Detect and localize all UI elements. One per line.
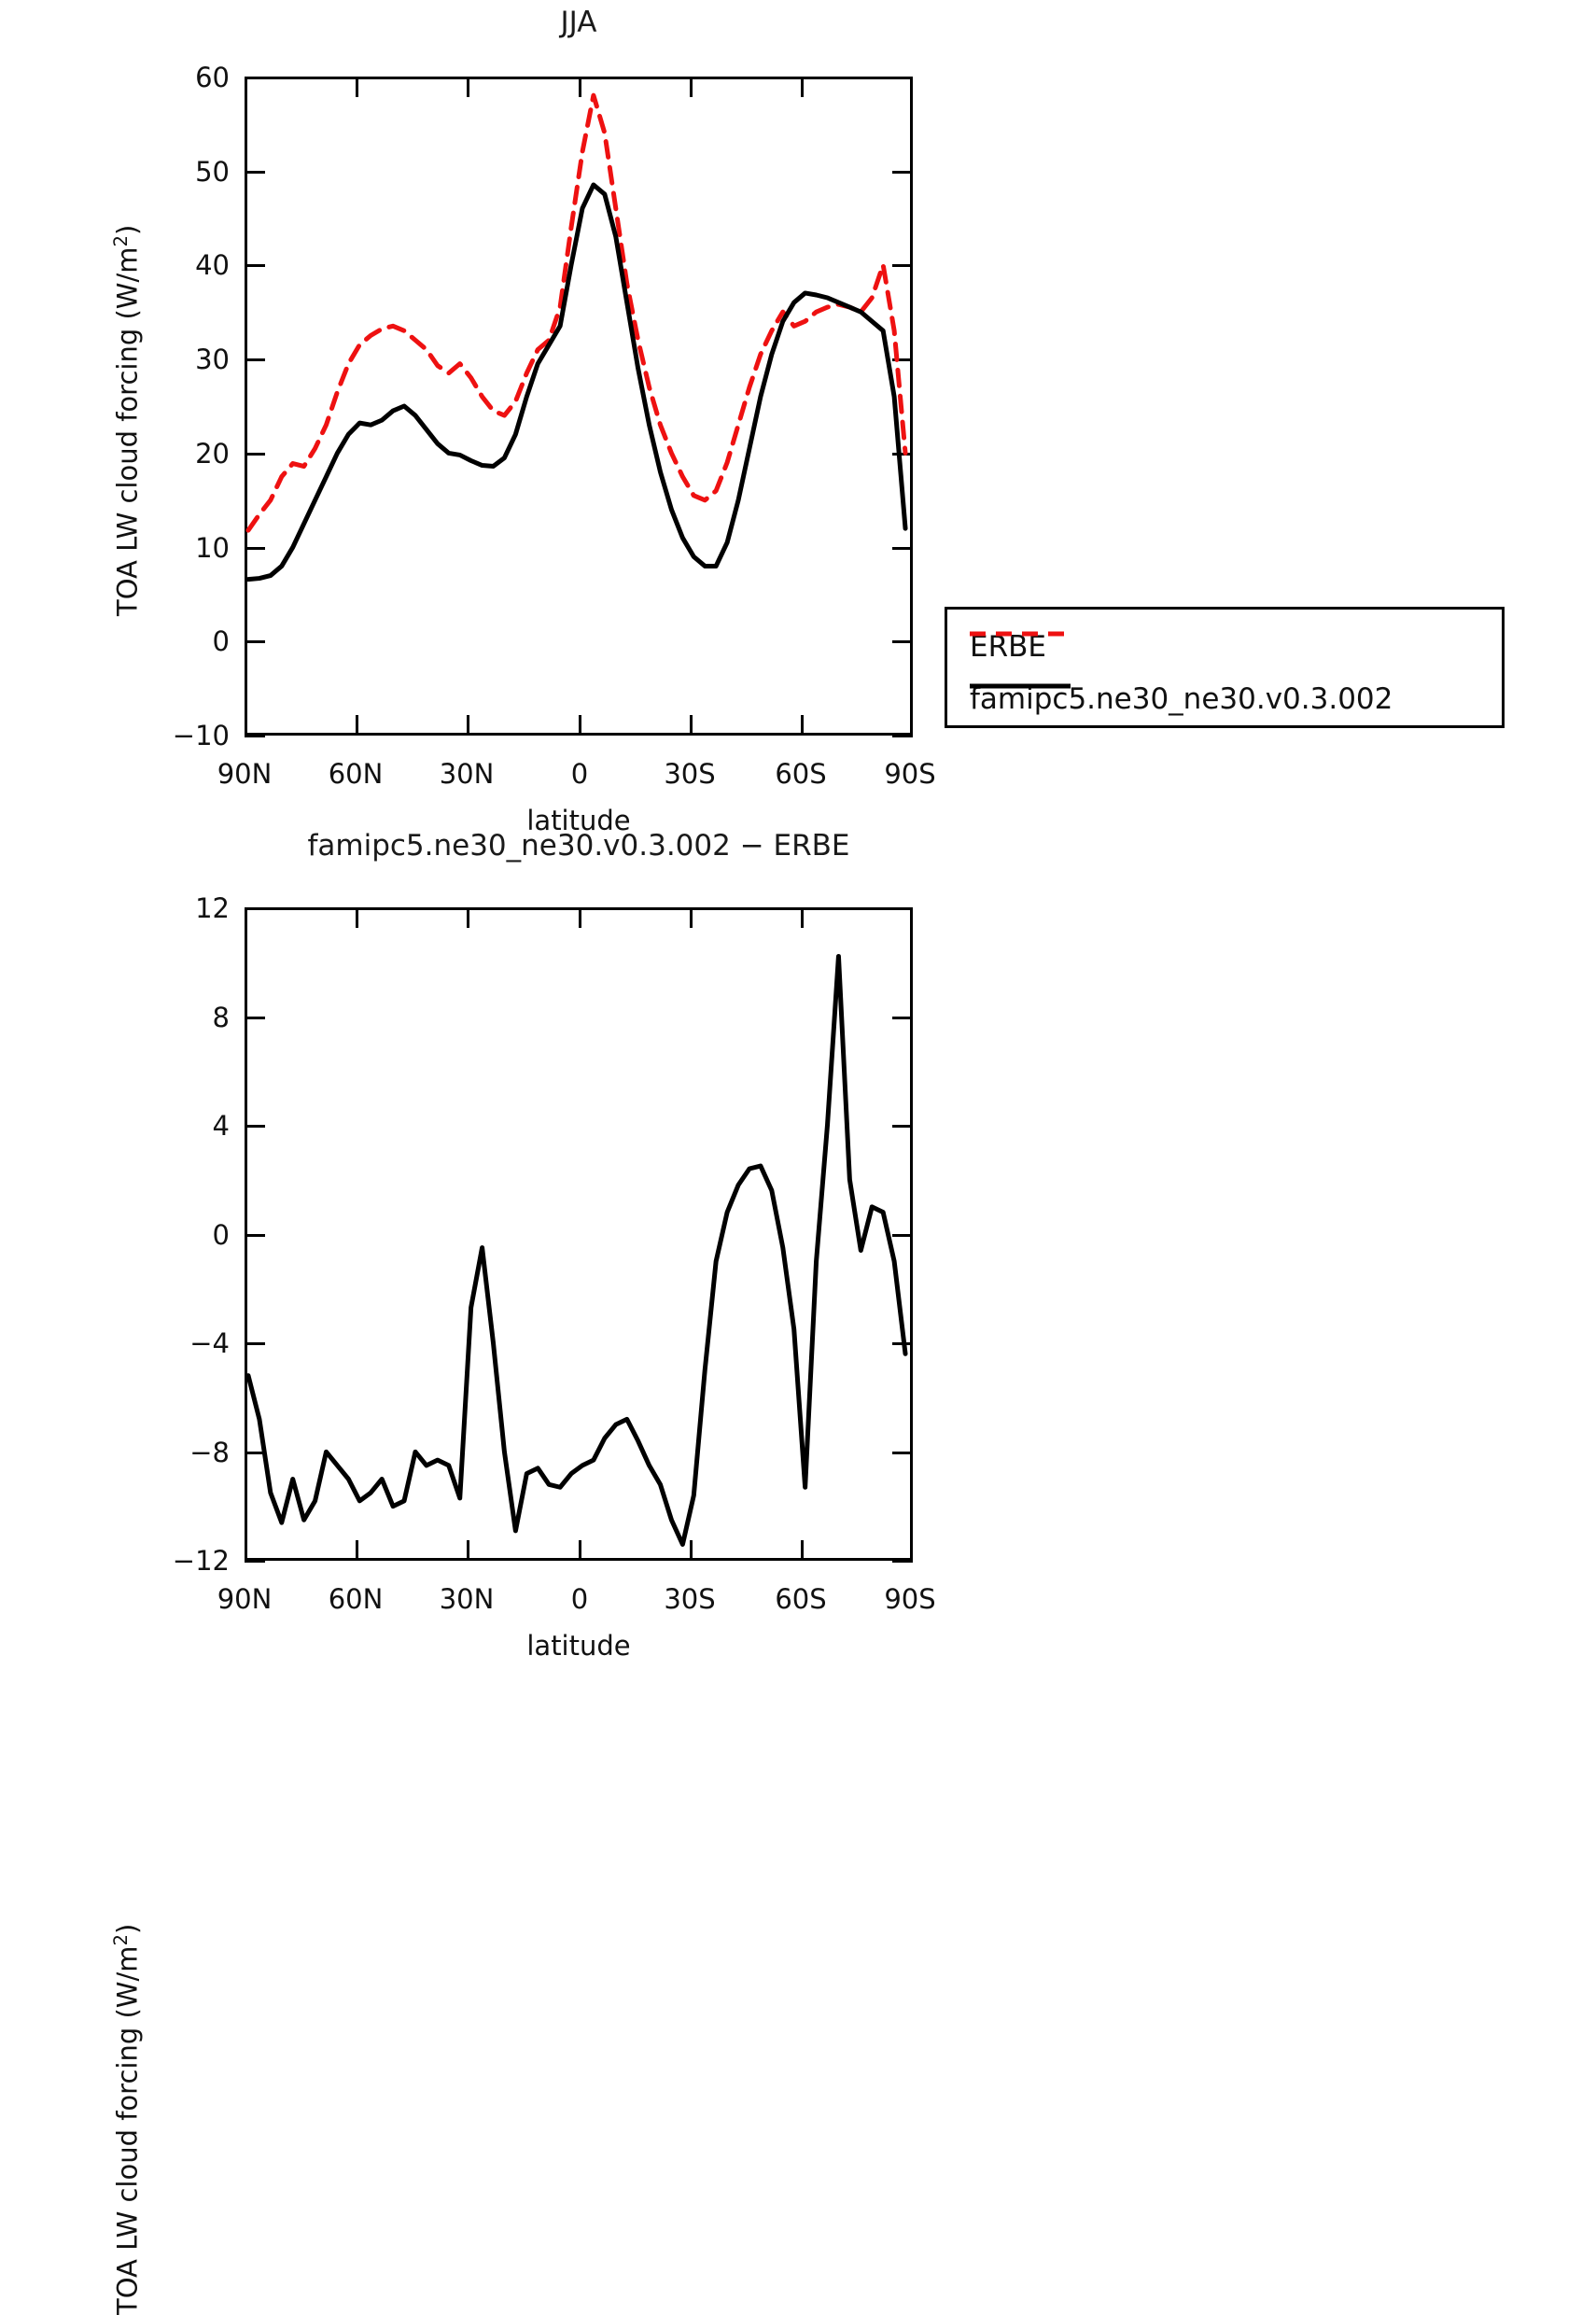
bottom-xtick-label-1: 60N xyxy=(328,1583,384,1615)
legend-label-erbe: ERBE xyxy=(970,630,1046,664)
top-xtick-label-2: 30N xyxy=(439,758,495,790)
top-ytick-label-0: 60 xyxy=(195,62,230,93)
bottom-panel-curves xyxy=(0,840,1596,1695)
bottom-ytick-label-0: 12 xyxy=(195,892,230,924)
top-ytick-label-3: 30 xyxy=(195,344,230,375)
legend-box xyxy=(945,607,1505,728)
top-xtick-label-5: 60S xyxy=(775,758,827,790)
legend-entry-model[interactable] xyxy=(970,682,1393,716)
bottom-panel-ylabel: TOA LW cloud forcing $(W/m^2)$ xyxy=(110,1923,144,2315)
top-panel-xlabel: latitude xyxy=(526,805,631,836)
top-xtick-label-4: 30S xyxy=(664,758,716,790)
top-panel-title: JJA xyxy=(560,6,597,39)
series-path-0 xyxy=(248,957,905,1545)
bottom-ytick-label-4: −4 xyxy=(189,1327,230,1359)
top-panel-ylabel: TOA LW cloud forcing $(W/m^2)$ xyxy=(110,224,144,616)
bottom-ytick-label-2: 4 xyxy=(212,1110,230,1142)
bottom-ytick-label-3: 0 xyxy=(212,1219,230,1251)
bottom-panel-title: famipc5.ne30_ne30.v0.3.002 − ERBE xyxy=(307,829,850,863)
bottom-xtick-label-2: 30N xyxy=(439,1583,495,1615)
bottom-xtick-label-6: 90S xyxy=(884,1583,936,1615)
top-ytick-label-2: 40 xyxy=(195,249,230,281)
bottom-panel-xlabel: latitude xyxy=(526,1630,631,1662)
top-ytick-label-1: 50 xyxy=(195,156,230,188)
bottom-xtick-label-3: 0 xyxy=(570,1583,589,1615)
bottom-xtick-label-4: 30S xyxy=(664,1583,716,1615)
top-ytick-label-6: 0 xyxy=(212,625,230,657)
top-xtick-label-0: 90N xyxy=(217,758,273,790)
legend-sample-erbe xyxy=(970,630,1071,638)
series-path-1 xyxy=(248,185,905,580)
legend-sample-model xyxy=(970,682,1071,690)
top-xtick-label-3: 0 xyxy=(570,758,589,790)
bottom-xtick-label-0: 90N xyxy=(217,1583,273,1615)
top-ytick-label-5: 10 xyxy=(195,532,230,564)
bottom-panel xyxy=(0,829,1596,2315)
top-ytick-label-4: 20 xyxy=(195,438,230,470)
legend-label-model: famipc5.ne30_ne30.v0.3.002 xyxy=(970,682,1393,716)
series-path-0 xyxy=(248,95,905,530)
bottom-ytick-label-6: −12 xyxy=(172,1545,230,1577)
top-xtick-label-1: 60N xyxy=(328,758,384,790)
top-xtick-label-6: 90S xyxy=(884,758,936,790)
top-ytick-label-7: −10 xyxy=(172,720,230,751)
bottom-xtick-label-5: 60S xyxy=(775,1583,827,1615)
legend-entry-erbe[interactable] xyxy=(970,630,1046,664)
bottom-ytick-label-5: −8 xyxy=(189,1437,230,1468)
bottom-ytick-label-1: 8 xyxy=(212,1002,230,1033)
